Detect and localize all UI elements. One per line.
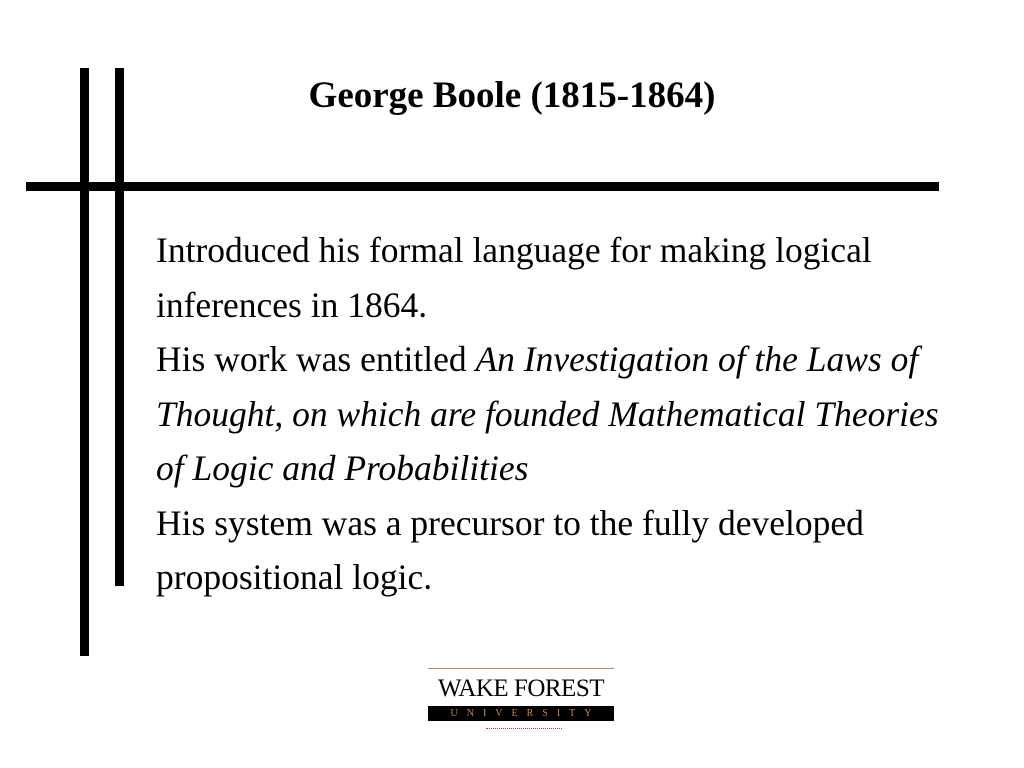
vertical-rule-right xyxy=(115,68,124,586)
wake-forest-logo xyxy=(428,668,614,732)
work-title-prefix: His work was entitled xyxy=(156,339,476,379)
slide-body xyxy=(156,223,956,605)
body-paragraph-intro: Introduced his formal language for making logical inferences in 1864. xyxy=(156,230,872,325)
logo-name: WAKE FOREST xyxy=(437,675,605,702)
logo-bottom-rule xyxy=(486,728,562,730)
body-paragraph-precursor: His system was a precursor to the fully developed propositional logic. xyxy=(156,502,864,597)
logo-top-rule xyxy=(428,668,614,669)
vertical-rule-left xyxy=(80,68,89,656)
slide-title: George Boole (1815-1864) xyxy=(308,75,716,116)
logo-subtitle: UNIVERSITY xyxy=(428,706,614,721)
body-paragraph-work xyxy=(156,332,956,496)
horizontal-rule xyxy=(26,182,939,191)
work-title-italic: An Investigation of the Laws of Thought, on which are founded Mathematical Theories of Logic and Probabilities xyxy=(156,339,939,488)
